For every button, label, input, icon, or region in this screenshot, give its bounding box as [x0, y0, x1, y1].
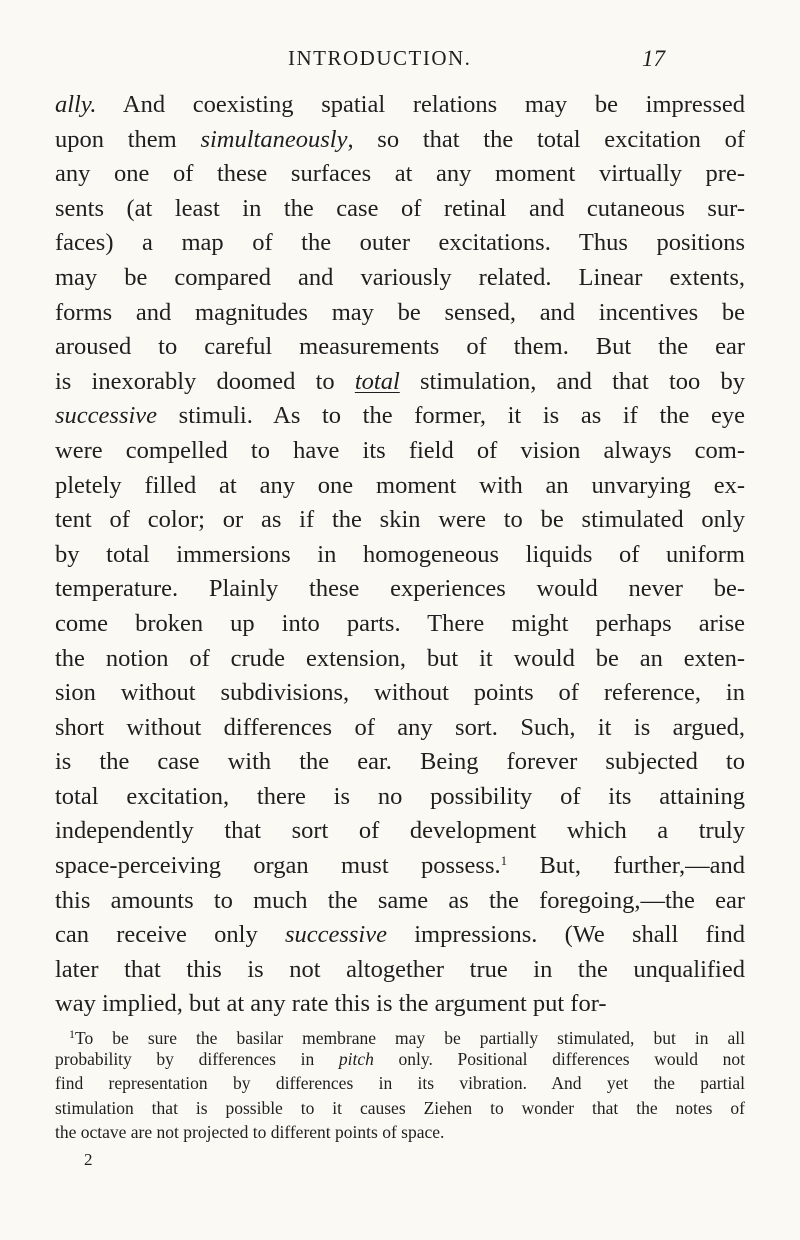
footnote-line: stimulation that is possible to it causes Ziehen to wonder that the notes of: [55, 1097, 745, 1118]
text-line: the notion of crude extension, but it would be an exten-: [55, 644, 745, 672]
footnote-line: the octave are not projected to different points of space.: [55, 1122, 445, 1142]
text-line: is the case with the ear. Being forever subjected to: [55, 748, 745, 776]
text-line: is inexorably doomed to total stimulation, and that too by: [55, 367, 745, 395]
text-line: sion without subdivisions, without points of reference, in: [55, 679, 745, 707]
footnote-line: probability by differences in pitch only. Positional differences would not: [55, 1048, 745, 1069]
text-line: were compelled to have its field of vision always com-: [55, 436, 745, 464]
page-header: [0, 46, 800, 80]
footnote: [55, 1022, 745, 1145]
footnote-line: find representation by differences in its vibration. And yet the partial: [55, 1073, 745, 1093]
signature-mark: 2: [84, 1150, 93, 1169]
page-number: 17: [642, 46, 665, 71]
text-line: sents (at least in the case of retinal and cutaneous sur-: [55, 194, 745, 222]
body-text: [55, 88, 745, 1022]
text-line: later that this is not altogether true in the unqualified: [55, 955, 745, 983]
text-line: short without differences of any sort. Such, it is argued,: [55, 713, 745, 741]
text-line: forms and magnitudes may be sensed, and incentives be: [55, 298, 745, 326]
text-line: ally. And coexisting spatial relations may be impressed: [55, 91, 745, 118]
text-line: temperature. Plainly these experiences would never be-: [55, 575, 745, 603]
text-line: space-perceiving organ must possess.$^1$ But, further,—and: [55, 852, 745, 880]
footnote-reference: 1: [500, 853, 508, 869]
text-line: way implied, but at any rate this is the argument put for-: [55, 990, 607, 1018]
text-line: may be compared and variously related. Linear extents,: [55, 263, 745, 291]
text-line: pletely filled at any one moment with an unvarying ex-: [55, 471, 745, 499]
footnote-line: $^1$To be sure the basilar membrane may be partially stimulated, but in all: [69, 1027, 745, 1048]
text-line: tent of color; or as if the skin were to be stimulated only: [55, 506, 745, 534]
running-title: INTRODUCTION.: [288, 46, 472, 70]
text-line: by total immersions in homogeneous liquids of uniform: [55, 540, 745, 568]
text-line: faces) a map of the outer excitations. Thus positions: [55, 229, 745, 257]
text-line: total excitation, there is no possibility of its attaining: [55, 782, 745, 810]
text-line: successive stimuli. As to the former, it is as if the eye: [55, 402, 745, 430]
text-line: independently that sort of development which a truly: [55, 817, 745, 845]
text-line: upon them simultaneously, so that the total excitation of: [55, 125, 745, 153]
footnote-marker: 1: [69, 1027, 75, 1041]
text-line: this amounts to much the same as the foregoing,—the ear: [55, 886, 745, 914]
text-line: any one of these surfaces at any moment virtually pre-: [55, 160, 745, 188]
text-line: come broken up into parts. There might perhaps arise: [55, 609, 745, 637]
text-line: can receive only successive impressions. (We shall find: [55, 921, 745, 949]
text-line: aroused to careful measurements of them. But the ear: [55, 333, 745, 361]
